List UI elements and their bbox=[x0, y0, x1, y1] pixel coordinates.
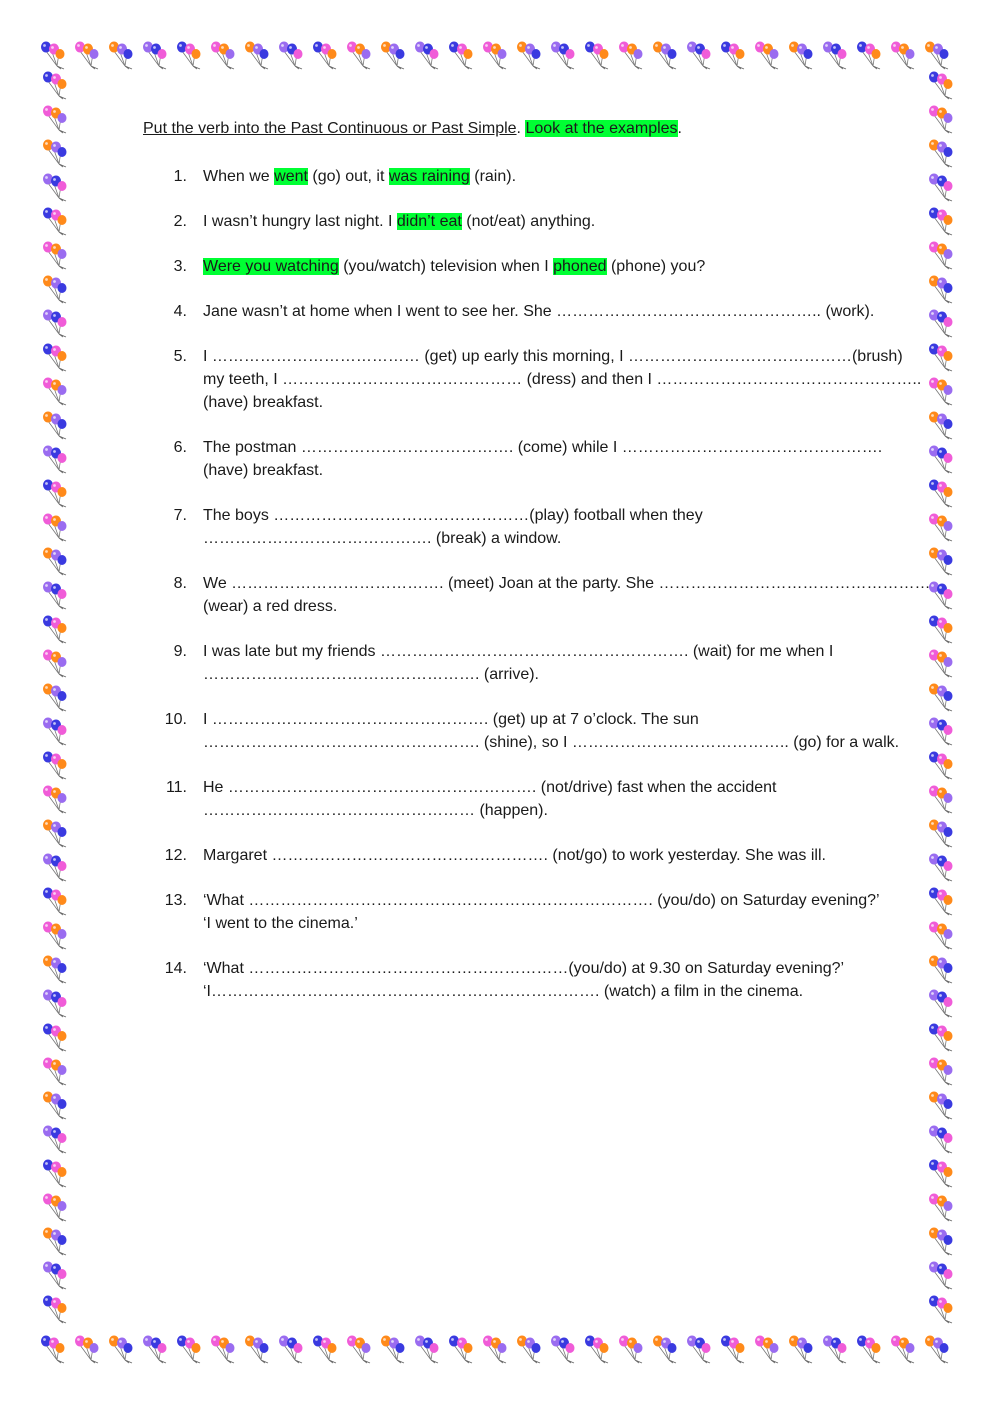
exercise-text: The boys …………………………………………(play) football when they bbox=[203, 507, 703, 524]
exercise-item bbox=[143, 957, 863, 1003]
balloon-bunch-icon bbox=[888, 40, 918, 70]
exercise-item bbox=[143, 889, 880, 935]
balloon-bunch-icon bbox=[412, 40, 442, 70]
balloon-bunch-icon bbox=[310, 1334, 340, 1364]
balloon-bunch-icon bbox=[40, 1294, 70, 1324]
balloon-border-top bbox=[38, 36, 962, 78]
exercise-line bbox=[203, 663, 863, 686]
balloon-bunch-icon bbox=[40, 342, 70, 372]
balloon-bunch-icon bbox=[378, 1334, 408, 1364]
exercise-item bbox=[143, 776, 863, 822]
balloon-bunch-icon bbox=[40, 648, 70, 678]
exercise-text: I wasn’t hungry last night. I bbox=[203, 213, 397, 230]
balloon-border-right bbox=[922, 70, 964, 1340]
balloon-bunch-icon bbox=[276, 40, 306, 70]
balloon-bunch-icon bbox=[926, 716, 956, 746]
balloon-bunch-icon bbox=[242, 40, 272, 70]
balloon-bunch-icon bbox=[926, 1260, 956, 1290]
worksheet bbox=[143, 117, 931, 1025]
balloon-bunch-icon bbox=[926, 410, 956, 440]
balloon-bunch-icon bbox=[140, 1334, 170, 1364]
balloon-bunch-icon bbox=[616, 40, 646, 70]
balloon-bunch-icon bbox=[926, 750, 956, 780]
balloon-bunch-icon bbox=[922, 40, 952, 70]
balloon-bunch-icon bbox=[40, 138, 70, 168]
balloon-bunch-icon bbox=[718, 1334, 748, 1364]
balloon-bunch-icon bbox=[926, 444, 956, 474]
exercise-item bbox=[143, 345, 922, 414]
balloon-bunch-icon bbox=[140, 40, 170, 70]
exercise-number: 10. bbox=[164, 711, 187, 728]
balloon-bunch-icon bbox=[582, 1334, 612, 1364]
exercise-item bbox=[143, 504, 863, 550]
example-answer: was raining bbox=[388, 168, 470, 185]
exercise-text: I was late but my friends …………………………………………………. (wait) for me when I bbox=[203, 643, 834, 660]
balloon-bunch-icon bbox=[378, 40, 408, 70]
exercise-number: 11. bbox=[165, 779, 187, 796]
exercise-item bbox=[143, 255, 863, 278]
balloon-bunch-icon bbox=[40, 1022, 70, 1052]
exercise-item bbox=[143, 572, 931, 618]
balloon-bunch-icon bbox=[40, 274, 70, 304]
balloon-bunch-icon bbox=[40, 988, 70, 1018]
instruction-highlight: Look at the examples bbox=[525, 120, 678, 137]
exercise-number: 9. bbox=[173, 643, 187, 660]
exercise-line bbox=[203, 527, 863, 550]
exercise-line bbox=[203, 889, 880, 912]
balloon-bunch-icon bbox=[926, 1124, 956, 1154]
exercise-item bbox=[143, 300, 875, 323]
balloon-bunch-icon bbox=[412, 1334, 442, 1364]
balloon-bunch-icon bbox=[480, 40, 510, 70]
balloon-bunch-icon bbox=[926, 172, 956, 202]
balloon-bunch-icon bbox=[582, 40, 612, 70]
balloon-bunch-icon bbox=[40, 172, 70, 202]
balloon-bunch-icon bbox=[40, 70, 70, 100]
balloon-bunch-icon bbox=[888, 1334, 918, 1364]
exercise-text: (have) breakfast. bbox=[203, 462, 324, 479]
balloon-bunch-icon bbox=[40, 580, 70, 610]
balloon-bunch-icon bbox=[344, 40, 374, 70]
instructions bbox=[143, 117, 863, 140]
exercise-text: ……………………………………………. (arrive). bbox=[203, 666, 539, 683]
exercise-line bbox=[203, 345, 903, 368]
balloon-border-left bbox=[36, 70, 78, 1340]
balloon-bunch-icon bbox=[40, 852, 70, 882]
balloon-bunch-icon bbox=[926, 648, 956, 678]
exercise-text: I ………………………………… (get) up early this morning, I ……………………………………(brush) bbox=[203, 348, 903, 365]
balloon-bunch-icon bbox=[40, 546, 70, 576]
exercise-item bbox=[143, 708, 900, 754]
exercise-line bbox=[203, 300, 875, 323]
exercise-text: (have) breakfast. bbox=[203, 394, 324, 411]
exercise-line bbox=[203, 731, 900, 754]
balloon-bunch-icon bbox=[40, 206, 70, 236]
exercise-text: Margaret ……………………………………………. (not/go) to work yesterday. She was ill. bbox=[203, 847, 826, 864]
exercise-text: He …………………………………………………. (not/drive) fast when the accident bbox=[203, 779, 777, 796]
balloon-bunch-icon bbox=[926, 1192, 956, 1222]
balloon-bunch-icon bbox=[926, 1294, 956, 1324]
exercise-line bbox=[203, 799, 863, 822]
balloon-bunch-icon bbox=[926, 784, 956, 814]
exercise-text: I ……………………………………………. (get) up at 7 o’clock. The sun bbox=[203, 711, 699, 728]
exercise-number: 4. bbox=[173, 303, 187, 320]
example-answer: went bbox=[274, 168, 308, 185]
balloon-bunch-icon bbox=[926, 614, 956, 644]
balloon-bunch-icon bbox=[926, 818, 956, 848]
exercise-text: (not/eat) anything. bbox=[461, 213, 596, 230]
balloon-bunch-icon bbox=[548, 40, 578, 70]
exercise-text: my teeth, I ……………………………………… (dress) and then I ………………………………………….. bbox=[203, 371, 922, 388]
exercise-text: ……………………………………. (break) a window. bbox=[203, 530, 562, 547]
example-answer: phoned bbox=[553, 258, 607, 275]
exercise-text: ‘What …………………………………………………………………. (you/do) on Saturday evening?’ bbox=[203, 892, 880, 909]
balloon-bunch-icon bbox=[480, 1334, 510, 1364]
balloon-bunch-icon bbox=[514, 40, 544, 70]
exercise-text: (wear) a red dress. bbox=[203, 598, 338, 615]
balloon-bunch-icon bbox=[926, 70, 956, 100]
balloon-bunch-icon bbox=[548, 1334, 578, 1364]
balloon-bunch-icon bbox=[40, 716, 70, 746]
balloon-bunch-icon bbox=[718, 40, 748, 70]
exercise-line bbox=[203, 459, 863, 482]
exercise-item bbox=[143, 210, 863, 233]
balloon-bunch-icon bbox=[616, 1334, 646, 1364]
balloon-bunch-icon bbox=[40, 410, 70, 440]
balloon-bunch-icon bbox=[40, 682, 70, 712]
balloon-bunch-icon bbox=[276, 1334, 306, 1364]
example-answer: Were you watching bbox=[203, 258, 339, 275]
balloon-bunch-icon bbox=[752, 40, 782, 70]
balloon-bunch-icon bbox=[174, 40, 204, 70]
exercise-line bbox=[203, 572, 931, 595]
balloon-bunch-icon bbox=[72, 40, 102, 70]
exercise-line bbox=[203, 255, 863, 278]
balloon-bunch-icon bbox=[926, 852, 956, 882]
balloon-bunch-icon bbox=[40, 104, 70, 134]
balloon-bunch-icon bbox=[208, 1334, 238, 1364]
balloon-bunch-icon bbox=[926, 954, 956, 984]
balloon-bunch-icon bbox=[820, 1334, 850, 1364]
balloon-bunch-icon bbox=[926, 206, 956, 236]
exercise-number: 5. bbox=[173, 348, 187, 365]
balloon-bunch-icon bbox=[446, 1334, 476, 1364]
exercise-number: 8. bbox=[173, 575, 187, 592]
balloon-bunch-icon bbox=[650, 40, 680, 70]
balloon-bunch-icon bbox=[926, 376, 956, 406]
exercise-number: 1. bbox=[173, 168, 187, 185]
exercise-text: We …………………………………. (meet) Joan at the party. She …………………………………………… bbox=[203, 575, 931, 592]
example-answer: didn’t eat bbox=[396, 213, 462, 230]
exercise-line bbox=[203, 640, 863, 663]
balloon-bunch-icon bbox=[40, 1260, 70, 1290]
exercise-line bbox=[203, 708, 863, 731]
exercise-number: 13. bbox=[164, 892, 187, 909]
balloon-bunch-icon bbox=[926, 1022, 956, 1052]
balloon-bunch-icon bbox=[40, 784, 70, 814]
instruction-main: Put the verb into the Past Continuous or Past Simple bbox=[143, 120, 517, 137]
balloon-bunch-icon bbox=[40, 750, 70, 780]
balloon-bunch-icon bbox=[40, 240, 70, 270]
instruction-end: . bbox=[677, 120, 682, 137]
exercise-line bbox=[203, 210, 863, 233]
exercise-text: (go) out, it bbox=[307, 168, 389, 185]
balloon-bunch-icon bbox=[40, 1226, 70, 1256]
balloon-bunch-icon bbox=[40, 954, 70, 984]
exercise-line bbox=[203, 776, 863, 799]
exercise-text: ……………………………………………. (shine), so I ………………………………….. (go) for a walk. bbox=[203, 734, 900, 751]
balloon-bunch-icon bbox=[40, 512, 70, 542]
balloon-bunch-icon bbox=[40, 1158, 70, 1188]
balloon-bunch-icon bbox=[684, 40, 714, 70]
exercise-text: ‘I………………………………………………………………. (watch) a film in the cinema. bbox=[203, 983, 804, 1000]
exercise-item bbox=[143, 165, 863, 188]
balloon-bunch-icon bbox=[40, 818, 70, 848]
exercise-number: 6. bbox=[173, 439, 187, 456]
balloon-bunch-icon bbox=[40, 1056, 70, 1086]
exercise-number: 3. bbox=[173, 258, 187, 275]
exercise-text: When we bbox=[203, 168, 275, 185]
balloon-bunch-icon bbox=[174, 1334, 204, 1364]
balloon-bunch-icon bbox=[106, 1334, 136, 1364]
balloon-bunch-icon bbox=[926, 308, 956, 338]
balloon-bunch-icon bbox=[926, 240, 956, 270]
balloon-bunch-icon bbox=[926, 1226, 956, 1256]
exercise-item bbox=[143, 436, 883, 482]
exercise-line bbox=[203, 436, 883, 459]
balloon-bunch-icon bbox=[926, 988, 956, 1018]
exercise-line bbox=[203, 957, 863, 980]
exercise-line bbox=[203, 391, 863, 414]
balloon-bunch-icon bbox=[40, 614, 70, 644]
balloon-bunch-icon bbox=[40, 308, 70, 338]
exercise-text: (rain). bbox=[469, 168, 517, 185]
exercise-number: 7. bbox=[173, 507, 187, 524]
exercise-line bbox=[203, 595, 863, 618]
exercise-line bbox=[203, 504, 863, 527]
balloon-bunch-icon bbox=[310, 40, 340, 70]
balloon-bunch-icon bbox=[514, 1334, 544, 1364]
exercise-number: 12. bbox=[164, 847, 187, 864]
balloon-bunch-icon bbox=[926, 512, 956, 542]
balloon-bunch-icon bbox=[344, 1334, 374, 1364]
balloon-bunch-icon bbox=[40, 886, 70, 916]
balloon-bunch-icon bbox=[40, 478, 70, 508]
balloon-bunch-icon bbox=[40, 1192, 70, 1222]
instruction-period: . bbox=[516, 120, 521, 137]
balloon-bunch-icon bbox=[208, 40, 238, 70]
balloon-bunch-icon bbox=[926, 1090, 956, 1120]
balloon-bunch-icon bbox=[926, 274, 956, 304]
exercise-text: The postman …………………………………. (come) while I …………………………………………. bbox=[203, 439, 883, 456]
exercise-line bbox=[203, 844, 863, 867]
balloon-bunch-icon bbox=[40, 1124, 70, 1154]
exercise-text: ‘What ……………………………………………………(you/do) at 9.30 on Saturday evening?’ bbox=[203, 960, 845, 977]
exercise-line bbox=[203, 980, 863, 1003]
balloon-bunch-icon bbox=[926, 104, 956, 134]
balloon-bunch-icon bbox=[926, 1056, 956, 1086]
balloon-bunch-icon bbox=[650, 1334, 680, 1364]
balloon-bunch-icon bbox=[926, 1158, 956, 1188]
balloon-bunch-icon bbox=[40, 376, 70, 406]
balloon-bunch-icon bbox=[786, 1334, 816, 1364]
exercise-item bbox=[143, 844, 863, 867]
balloon-bunch-icon bbox=[854, 40, 884, 70]
exercise-text: ‘I went to the cinema.’ bbox=[203, 915, 358, 932]
exercise-line bbox=[203, 912, 863, 935]
exercise-line bbox=[203, 165, 863, 188]
balloon-bunch-icon bbox=[242, 1334, 272, 1364]
balloon-bunch-icon bbox=[926, 478, 956, 508]
exercise-line bbox=[203, 368, 922, 391]
balloon-bunch-icon bbox=[926, 546, 956, 576]
balloon-bunch-icon bbox=[446, 40, 476, 70]
balloon-bunch-icon bbox=[752, 1334, 782, 1364]
exercise-list bbox=[143, 165, 931, 1003]
balloon-bunch-icon bbox=[40, 444, 70, 474]
balloon-bunch-icon bbox=[786, 40, 816, 70]
balloon-bunch-icon bbox=[926, 138, 956, 168]
balloon-bunch-icon bbox=[38, 40, 68, 70]
balloon-bunch-icon bbox=[820, 40, 850, 70]
balloon-bunch-icon bbox=[40, 1090, 70, 1120]
balloon-bunch-icon bbox=[926, 342, 956, 372]
balloon-bunch-icon bbox=[854, 1334, 884, 1364]
exercise-item bbox=[143, 640, 863, 686]
exercise-text: Jane wasn’t at home when I went to see her. She ………………………………………….. (work). bbox=[203, 303, 875, 320]
exercise-text: (phone) you? bbox=[606, 258, 706, 275]
exercise-text: …………………………………………… (happen). bbox=[203, 802, 548, 819]
exercise-number: 2. bbox=[173, 213, 187, 230]
exercise-number: 14. bbox=[164, 960, 187, 977]
balloon-bunch-icon bbox=[926, 682, 956, 712]
exercise-text: (you/watch) television when I bbox=[338, 258, 554, 275]
balloon-bunch-icon bbox=[926, 886, 956, 916]
balloon-bunch-icon bbox=[684, 1334, 714, 1364]
balloon-bunch-icon bbox=[926, 920, 956, 950]
balloon-bunch-icon bbox=[106, 40, 136, 70]
balloon-border-bottom bbox=[38, 1330, 962, 1372]
balloon-bunch-icon bbox=[40, 920, 70, 950]
